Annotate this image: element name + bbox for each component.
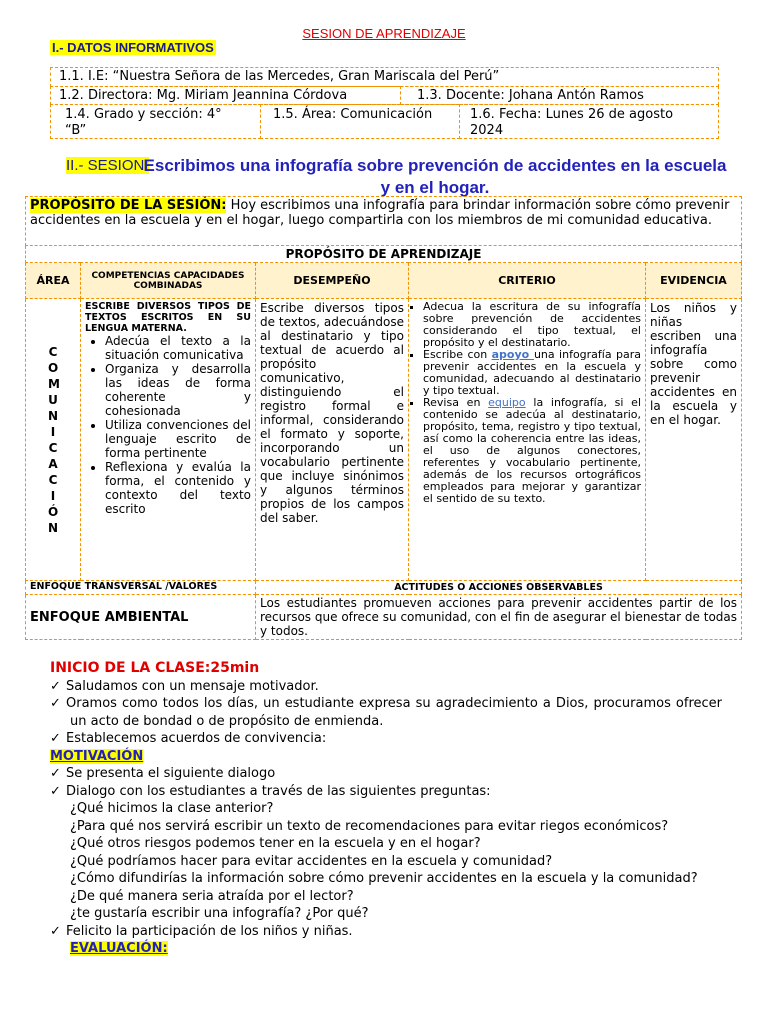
competencia-title: ESCRIBE DIVERSOS TIPOS DE TEXTOS ESCRITOS EN SU LENGUA MATERNA. [85, 301, 251, 334]
check-icon: ✓ [50, 923, 61, 939]
docente-text: 1.3. Docente: Johana Antón Ramos [417, 88, 644, 103]
pregunta: ¿Qué podríamos hacer para evitar accidentes en la escuela y comunidad? [70, 853, 553, 869]
pregunta: ¿te gustaría escribir una infografía? ¿Por qué? [70, 906, 369, 921]
check-icon: ✓ [50, 731, 61, 746]
section-datos-informativos: I.- DATOS INFORMATIVOS [52, 40, 214, 55]
competencias-cell [81, 299, 256, 581]
desempeno-cell: Escribe diversos tipos de textos, adecuándose al destinatario y tipo textual de acuerdo al propósito comunicativo, distinguiendo el registro formal e informal, considerando el formato y soporte, incorporando un vocabulario pertinente que incluye sinónimos y algunos términos propios de los campos del saber. [256, 299, 409, 581]
proposito-sesion-label: PROPÓSITO DE LA SESIÓN: [30, 198, 227, 213]
header-criterio: CRITERIO [409, 263, 646, 299]
capacidad-item: • Reflexiona y evalúa la forma, el contenido y contexto del texto escrito [105, 460, 251, 516]
datos-directora [50, 86, 401, 105]
inicio-item [50, 730, 722, 748]
datos-area [260, 104, 460, 139]
area-text: 1.5. Área: Comunicación [273, 107, 433, 122]
header-evidencia: EVIDENCIA [646, 263, 742, 299]
fecha-text: 1.6. Fecha: Lunes 26 de agosto 2024 [470, 107, 674, 138]
area-vertical [26, 299, 81, 581]
enfoque-row [26, 595, 742, 640]
enfoque-value: ENFOQUE AMBIENTAL [26, 595, 256, 640]
criterio-text: una infografía para prevenir accidentes en la escuela y comunidad, adecuando al destinatario y tipo textual. [423, 348, 641, 397]
capacidad-item: • Adecúa el texto a la situación comunicativa [105, 334, 251, 362]
inicio-text: Saludamos con un mensaje motivador. [66, 678, 319, 694]
criterio-text: Escribe con [423, 348, 492, 361]
header-desempeno: DESEMPEÑO [256, 263, 409, 299]
enfoque-header-row [26, 581, 742, 595]
capacidades-list [85, 334, 251, 516]
table-header-row [26, 263, 742, 299]
datos-docente [400, 86, 719, 105]
document-title: SESION DE APRENDIZAJE [302, 26, 466, 41]
criterios-list [413, 301, 641, 505]
directora-text: 1.2. Directora: Mg. Miriam Jeannina Córdova [59, 88, 348, 103]
inicio-item [50, 695, 722, 730]
felicito-item [50, 923, 722, 941]
check-icon: ✓ [50, 678, 61, 694]
section-sesion-label: II.- SESION: [66, 157, 149, 174]
inicio-text: Establecemos acuerdos de convivencia: [66, 731, 327, 746]
area-vertical-text: COMUNICACIÓN [48, 344, 60, 535]
ie-text: 1.1. I.E: “Nuestra Señora de las Mercedes, Gran Mariscala del Perú” [59, 69, 500, 84]
check-icon: ✓ [50, 696, 61, 711]
header-competencias: COMPETENCIAS CAPACIDADES COMBINADAS [81, 263, 256, 299]
capacidad-item: • Organiza y desarrolla las ideas de forma coherente y cohesionada [105, 362, 251, 418]
motivacion-item [50, 765, 722, 783]
actitudes-value: Los estudiantes promueven acciones para prevenir accidentes partir de los recursos que ofrece su comunidad, con el fin de asegurar el bienestar de todas y todos. [256, 595, 742, 640]
pregunta: ¿Para qué nos servirá escribir un texto de recomendaciones para evitar riegos económicos? [70, 818, 669, 834]
header-area: ÁREA [26, 263, 81, 299]
grado-text: 1.4. Grado y sección: 4° “B” [65, 107, 222, 138]
criterio-item: ▪ Adecua la escritura de su infografía sobre prevención de accidentes considerando el tipo textual, el propósito y el destinatario. [423, 301, 641, 349]
inicio-section [50, 660, 722, 958]
capacidad-item: • Utiliza convenciones del lenguaje escrito de forma pertinente [105, 418, 251, 460]
proposito-sesion-row [26, 197, 742, 246]
motivacion-text: Dialogo con los estudiantes a través de las siguientes preguntas: [66, 783, 491, 799]
apoyo-link[interactable]: apoyo [491, 348, 534, 361]
inicio-item [50, 678, 722, 696]
proposito-sesion-text: Hoy escribimos una infografía para brindar información sobre cómo prevenir accidentes en la escuela y en el hogar, luego compartirla con los miembros de mi comunidad educativa. [30, 198, 730, 228]
equipo-link[interactable]: equipo [488, 396, 526, 409]
inicio-title: INICIO DE LA CLASE:25min [50, 660, 260, 676]
pregunta: ¿De qué manera seria atraída por el lector? [70, 888, 354, 904]
pregunta: ¿Cómo difundirías la información sobre cómo prevenir accidentes en la escuela y la comunidad? [70, 871, 698, 886]
pregunta: ¿Qué otros riesgos podemos tener en la escuela y en el hogar? [70, 836, 481, 851]
proposito-aprendizaje-row [26, 246, 742, 263]
datos-grado [50, 104, 261, 139]
criterio-text: la infografía, si el contenido se adecúa al destinatario, propósito, tema, registro y tipo textual, así como la coherencia entre las ideas, el uso de algunos conectores, referentes y vocabulario pertinente, además de los recursos ortográficos empleados para mejorar y garantizar el sentido de su texto. [423, 396, 642, 505]
proposito-aprendizaje-heading: PROPÓSITO DE APRENDIZAJE [26, 246, 742, 263]
motivacion-item [50, 783, 722, 801]
motivacion-title: MOTIVACIÓN [50, 748, 144, 764]
criterio-item [423, 349, 641, 397]
inicio-text: Oramos como todos los días, un estudiante expresa su agradecimiento a Dios, procuramos ofrecer un acto de bondad o de propósito de enmienda. [66, 696, 722, 729]
datos-ie [50, 67, 719, 87]
enfoque-header: ENFOQUE TRANSVERSAL /VALORES [26, 581, 256, 595]
learning-table [25, 196, 742, 640]
evidencia-cell: Los niños y niñas escriben una infografía sobre como prevenir accidentes en la escuela y en el hogar. [646, 299, 742, 581]
felicito-text: Felicito la participación de los niños y niñas. [66, 923, 353, 939]
motivacion-text: Se presenta el siguiente dialogo [66, 766, 276, 781]
actitudes-header: ACTITUDES O ACCIONES OBSERVABLES [256, 581, 742, 595]
datos-fecha [459, 104, 719, 139]
evaluacion-title: EVALUACIÓN: [70, 941, 168, 956]
check-icon: ✓ [50, 783, 61, 799]
criterio-cell [409, 299, 646, 581]
pregunta: ¿Qué hicimos la clase anterior? [70, 801, 274, 816]
session-title: Escribimos una infografía sobre prevención de accidentes en la escuela y en el hogar. [143, 156, 727, 197]
check-icon: ✓ [50, 766, 61, 781]
content-row [26, 299, 742, 581]
criterio-text: Revisa en [423, 396, 489, 409]
criterio-item [423, 397, 641, 505]
